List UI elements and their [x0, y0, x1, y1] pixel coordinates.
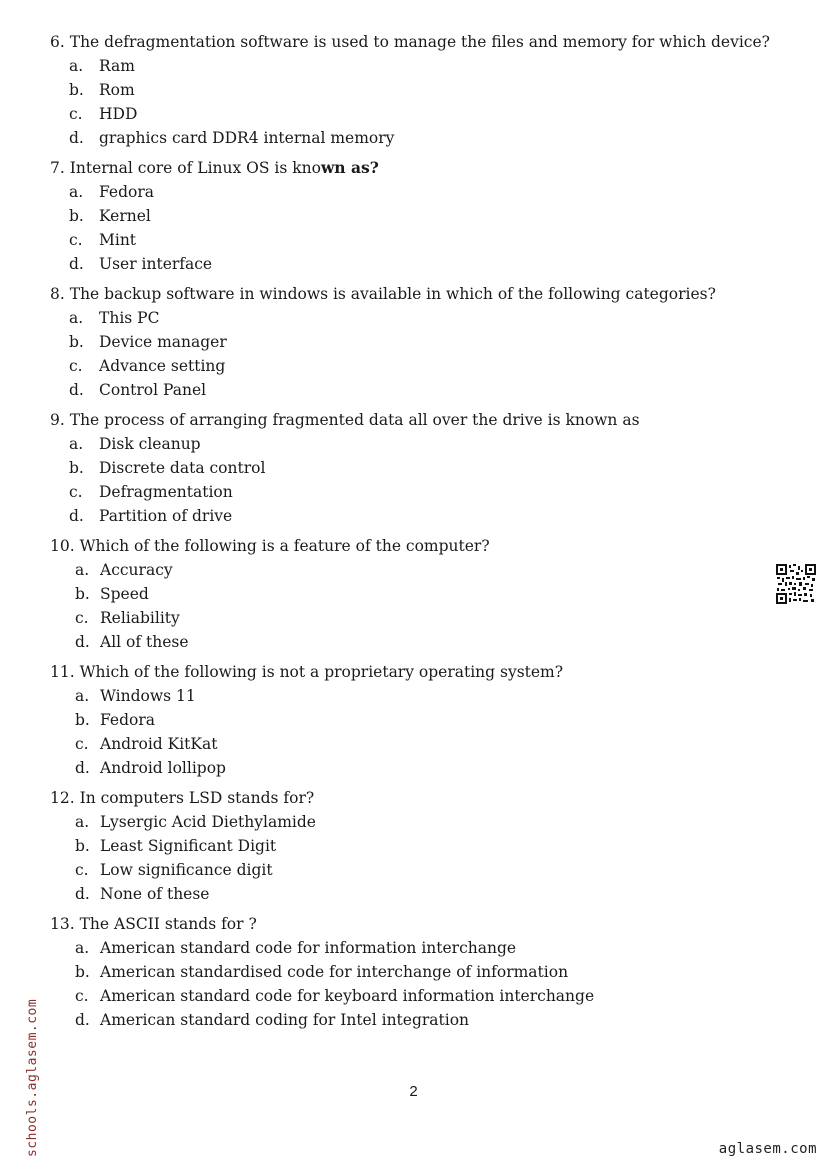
question-body: In computers LSD stands for? [79, 789, 315, 807]
option-letter: d. [69, 255, 84, 273]
option-c [50, 228, 770, 252]
question-number: 6. [50, 33, 65, 51]
option-letter: d. [69, 507, 84, 525]
option-text: American standard coding for Intel integration [100, 1011, 470, 1029]
option-letter: a. [69, 435, 84, 453]
option-a [50, 180, 770, 204]
side-watermark: schools.aglasem.com [25, 998, 40, 1157]
option-text: Defragmentation [99, 483, 233, 501]
option-letter: c. [69, 483, 83, 501]
option-b [50, 834, 770, 858]
option-letter: d. [69, 129, 84, 147]
option-text: Ram [99, 57, 135, 75]
option-text: Rom [99, 81, 135, 99]
question-text [50, 156, 770, 180]
option-letter: d. [75, 1011, 90, 1029]
option-list [50, 810, 770, 906]
question-list [50, 30, 770, 1038]
option-letter: c. [75, 861, 89, 879]
option-d [50, 378, 770, 402]
option-text: Control Panel [99, 381, 207, 399]
option-text: Accuracy [100, 561, 173, 579]
question-text [50, 282, 770, 306]
option-letter: b. [69, 207, 84, 225]
option-b [50, 78, 770, 102]
option-letter: b. [69, 81, 84, 99]
option-text: Reliability [100, 609, 180, 627]
question-12 [50, 786, 770, 906]
option-letter: c. [75, 735, 89, 753]
option-d [50, 126, 770, 150]
option-d [50, 630, 770, 654]
option-letter: c. [69, 357, 83, 375]
option-b [50, 204, 770, 228]
option-letter: d. [75, 633, 90, 651]
question-9 [50, 408, 770, 528]
question-number: 7. [50, 159, 65, 177]
page-number: 2 [409, 1083, 418, 1100]
option-letter: a. [69, 183, 84, 201]
option-c [50, 732, 770, 756]
option-text: Device manager [99, 333, 227, 351]
option-a [50, 306, 770, 330]
option-letter: b. [69, 333, 84, 351]
option-b [50, 708, 770, 732]
option-text: American standard code for information interchange [100, 939, 517, 957]
option-letter: a. [75, 813, 90, 831]
option-text: Kernel [99, 207, 151, 225]
question-text [50, 660, 770, 684]
question-13 [50, 912, 770, 1032]
footer-watermark: aglasem.com [718, 1141, 817, 1157]
question-body: The process of arranging fragmented data all over the drive is known as [69, 411, 640, 429]
option-letter: b. [75, 837, 90, 855]
option-list [50, 432, 770, 528]
question-number: 10. [50, 537, 75, 555]
option-text: Lysergic Acid Diethylamide [100, 813, 316, 831]
question-text [50, 408, 770, 432]
option-text: American standardised code for interchange of information [100, 963, 569, 981]
option-letter: b. [69, 459, 84, 477]
option-text: Speed [100, 585, 149, 603]
option-text: Fedora [100, 711, 155, 729]
option-letter: d. [69, 381, 84, 399]
option-letter: c. [69, 105, 83, 123]
option-letter: b. [75, 963, 90, 981]
option-letter: a. [75, 939, 90, 957]
option-c [50, 354, 770, 378]
option-c [50, 480, 770, 504]
option-d [50, 1008, 770, 1032]
question-body: Internal core of Linux OS is kno [69, 159, 321, 177]
question-text [50, 534, 770, 558]
option-text: Disk cleanup [99, 435, 201, 453]
question-text [50, 912, 770, 936]
question-number: 11. [50, 663, 75, 681]
question-body: The defragmentation software is used to manage the files and memory for which device? [69, 33, 770, 51]
question-number: 12. [50, 789, 75, 807]
question-text [50, 786, 770, 810]
option-text: Windows 11 [100, 687, 196, 705]
option-b [50, 456, 770, 480]
option-text: Advance setting [99, 357, 226, 375]
option-text: This PC [99, 309, 160, 327]
question-number: 8. [50, 285, 65, 303]
option-letter: a. [75, 687, 90, 705]
option-letter: a. [75, 561, 90, 579]
question-7 [50, 156, 770, 276]
question-body: Which of the following is not a proprietary operating system? [79, 663, 564, 681]
option-text: Partition of drive [99, 507, 233, 525]
option-letter: c. [75, 609, 89, 627]
option-letter: c. [69, 231, 83, 249]
option-text: None of these [100, 885, 210, 903]
question-body-bold: wn as? [320, 158, 379, 177]
question-10 [50, 534, 770, 654]
option-a [50, 684, 770, 708]
question-body: The backup software in windows is available in which of the following categories? [69, 285, 716, 303]
option-d [50, 252, 770, 276]
option-letter: b. [75, 711, 90, 729]
option-b [50, 330, 770, 354]
option-list [50, 936, 770, 1032]
option-letter: d. [75, 759, 90, 777]
question-text [50, 30, 770, 54]
option-letter: b. [75, 585, 90, 603]
option-text: Android KitKat [100, 735, 218, 753]
option-text: American standard code for keyboard information interchange [100, 987, 595, 1005]
option-c [50, 606, 770, 630]
question-body: The ASCII stands for ? [79, 915, 257, 933]
option-c [50, 102, 770, 126]
option-c [50, 858, 770, 882]
option-a [50, 936, 770, 960]
option-list [50, 558, 770, 654]
option-list [50, 684, 770, 780]
option-letter: c. [75, 987, 89, 1005]
question-6 [50, 30, 770, 150]
option-text: graphics card DDR4 internal memory [99, 129, 395, 147]
question-8 [50, 282, 770, 402]
option-a [50, 432, 770, 456]
option-d [50, 504, 770, 528]
option-text: Mint [99, 231, 137, 249]
option-list [50, 306, 770, 402]
option-letter: d. [75, 885, 90, 903]
question-number: 9. [50, 411, 65, 429]
qr-code [776, 564, 816, 604]
option-a [50, 810, 770, 834]
option-text: Fedora [99, 183, 154, 201]
option-b [50, 582, 770, 606]
option-d [50, 882, 770, 906]
option-text: Discrete data control [99, 459, 266, 477]
option-text: Least Significant Digit [100, 837, 277, 855]
option-b [50, 960, 770, 984]
option-a [50, 558, 770, 582]
question-body: Which of the following is a feature of the computer? [79, 537, 490, 555]
question-11 [50, 660, 770, 780]
option-text: User interface [99, 255, 213, 273]
option-d [50, 756, 770, 780]
option-text: Android lollipop [100, 759, 226, 777]
option-text: HDD [99, 105, 138, 123]
option-a [50, 54, 770, 78]
option-list [50, 180, 770, 276]
option-list [50, 54, 770, 150]
option-letter: a. [69, 57, 84, 75]
option-text: Low significance digit [100, 861, 273, 879]
question-number: 13. [50, 915, 75, 933]
option-letter: a. [69, 309, 84, 327]
option-text: All of these [100, 633, 189, 651]
option-c [50, 984, 770, 1008]
